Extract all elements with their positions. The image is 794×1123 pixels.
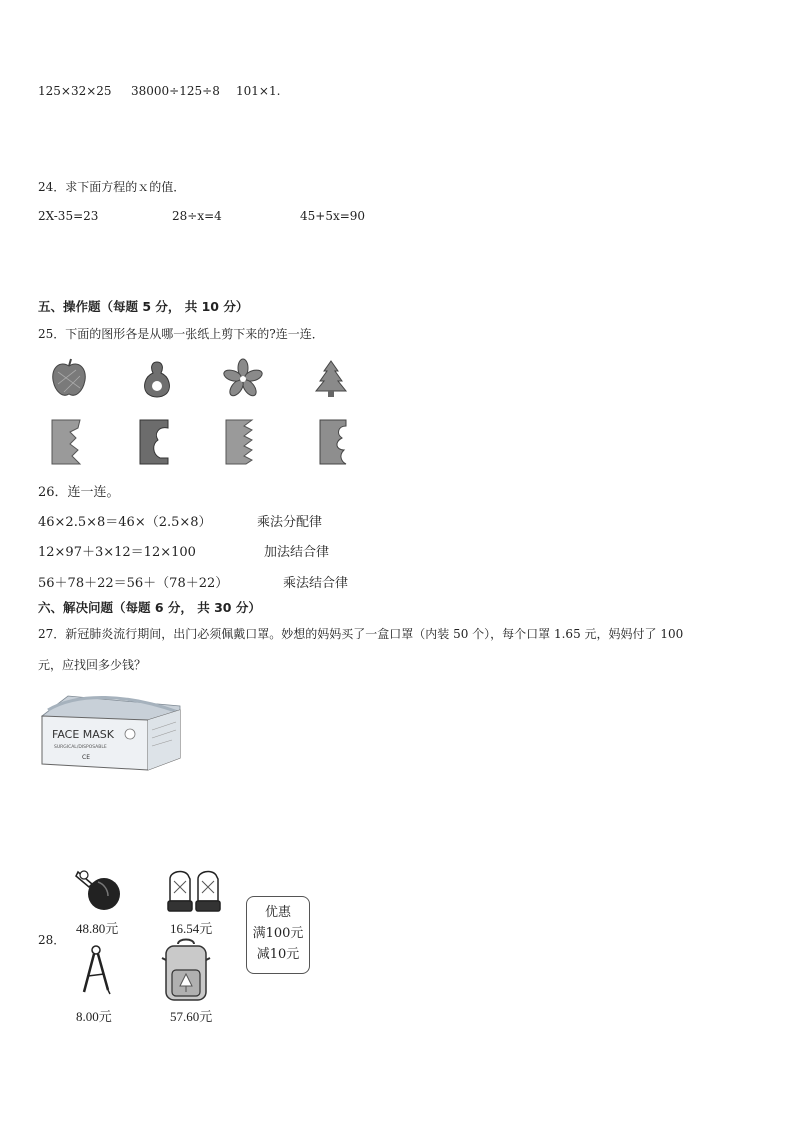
mask-sub-text: SURGICAL/DISPOSABLE [54, 745, 107, 750]
calc-expr-2: 38000÷125÷8 [131, 84, 220, 98]
paper-zigzag-cut-icon [222, 418, 262, 466]
mask-brand-text: FACE MASK [52, 728, 114, 741]
apple-icon [46, 356, 92, 402]
coupon-line-3: 减10元 [256, 947, 300, 962]
coupon-line-1: 优惠 [264, 905, 291, 920]
paper-flower-cut-icon [314, 418, 354, 466]
flower-icon [220, 356, 266, 402]
price-gloves: 16.54元 [170, 921, 213, 936]
q24-title: 24．求下面方程的ｘ的值． [38, 180, 186, 194]
mask-box-image [38, 686, 184, 772]
q28-number: 28． [38, 933, 66, 947]
coupon-line-2: 满100元 [252, 926, 304, 941]
q24-equation-3: 45+5x=90 [300, 209, 366, 223]
compass-icon [78, 944, 114, 996]
price-paddle: 48.80元 [76, 921, 119, 936]
q24-equation-1: 2X-35=23 [38, 209, 99, 223]
backpack-icon [158, 936, 214, 1004]
calc-expr-1: 125×32×25 [38, 84, 112, 98]
q27-text-line1: 27．新冠肺炎流行期间，出门必须佩戴口罩。妙想的妈妈买了一盒口罩（内装 50 个），每个口罩 1.65 元，妈妈付了 100 [38, 627, 684, 641]
gourd-icon [134, 356, 180, 402]
q26-expr-3: 56＋78＋22＝56＋（78＋22） [38, 576, 229, 591]
section6-title: 六、解决问题（每题 6 分， 共 30 分） [38, 600, 261, 615]
tree-icon [308, 356, 354, 402]
mask-ce-mark: CE [82, 754, 90, 761]
q26-title: 26．连一连。 [38, 485, 120, 500]
q26-expr-1: 46×2.5×8＝46×（2.5×8） [38, 515, 212, 530]
price-compass: 8.00元 [76, 1009, 112, 1024]
q24-equation-2: 28÷x=4 [172, 209, 222, 223]
section5-title: 五、操作题（每题 5 分， 共 10 分） [38, 299, 249, 314]
paper-tree-cut-icon [48, 418, 88, 466]
q26-law-3: 乘法结合律 [283, 576, 349, 591]
discount-coupon [246, 896, 310, 974]
q26-law-2: 加法结合律 [264, 545, 330, 560]
ping-pong-paddle-icon [72, 866, 124, 916]
calc-expr-3: 101×1. [236, 84, 281, 98]
price-backpack: 57.60元 [170, 1009, 213, 1024]
gloves-icon [164, 865, 224, 915]
q26-expr-2: 12×97＋3×12＝12×100 [38, 545, 196, 560]
q25-title: 25．下面的图形各是从哪一张纸上剪下来的?连一连． [38, 327, 324, 341]
q26-law-1: 乘法分配律 [257, 515, 323, 530]
q27-text-line2: 元，应找回多少钱？ [38, 658, 147, 672]
paper-gourd-cut-icon [134, 418, 174, 466]
